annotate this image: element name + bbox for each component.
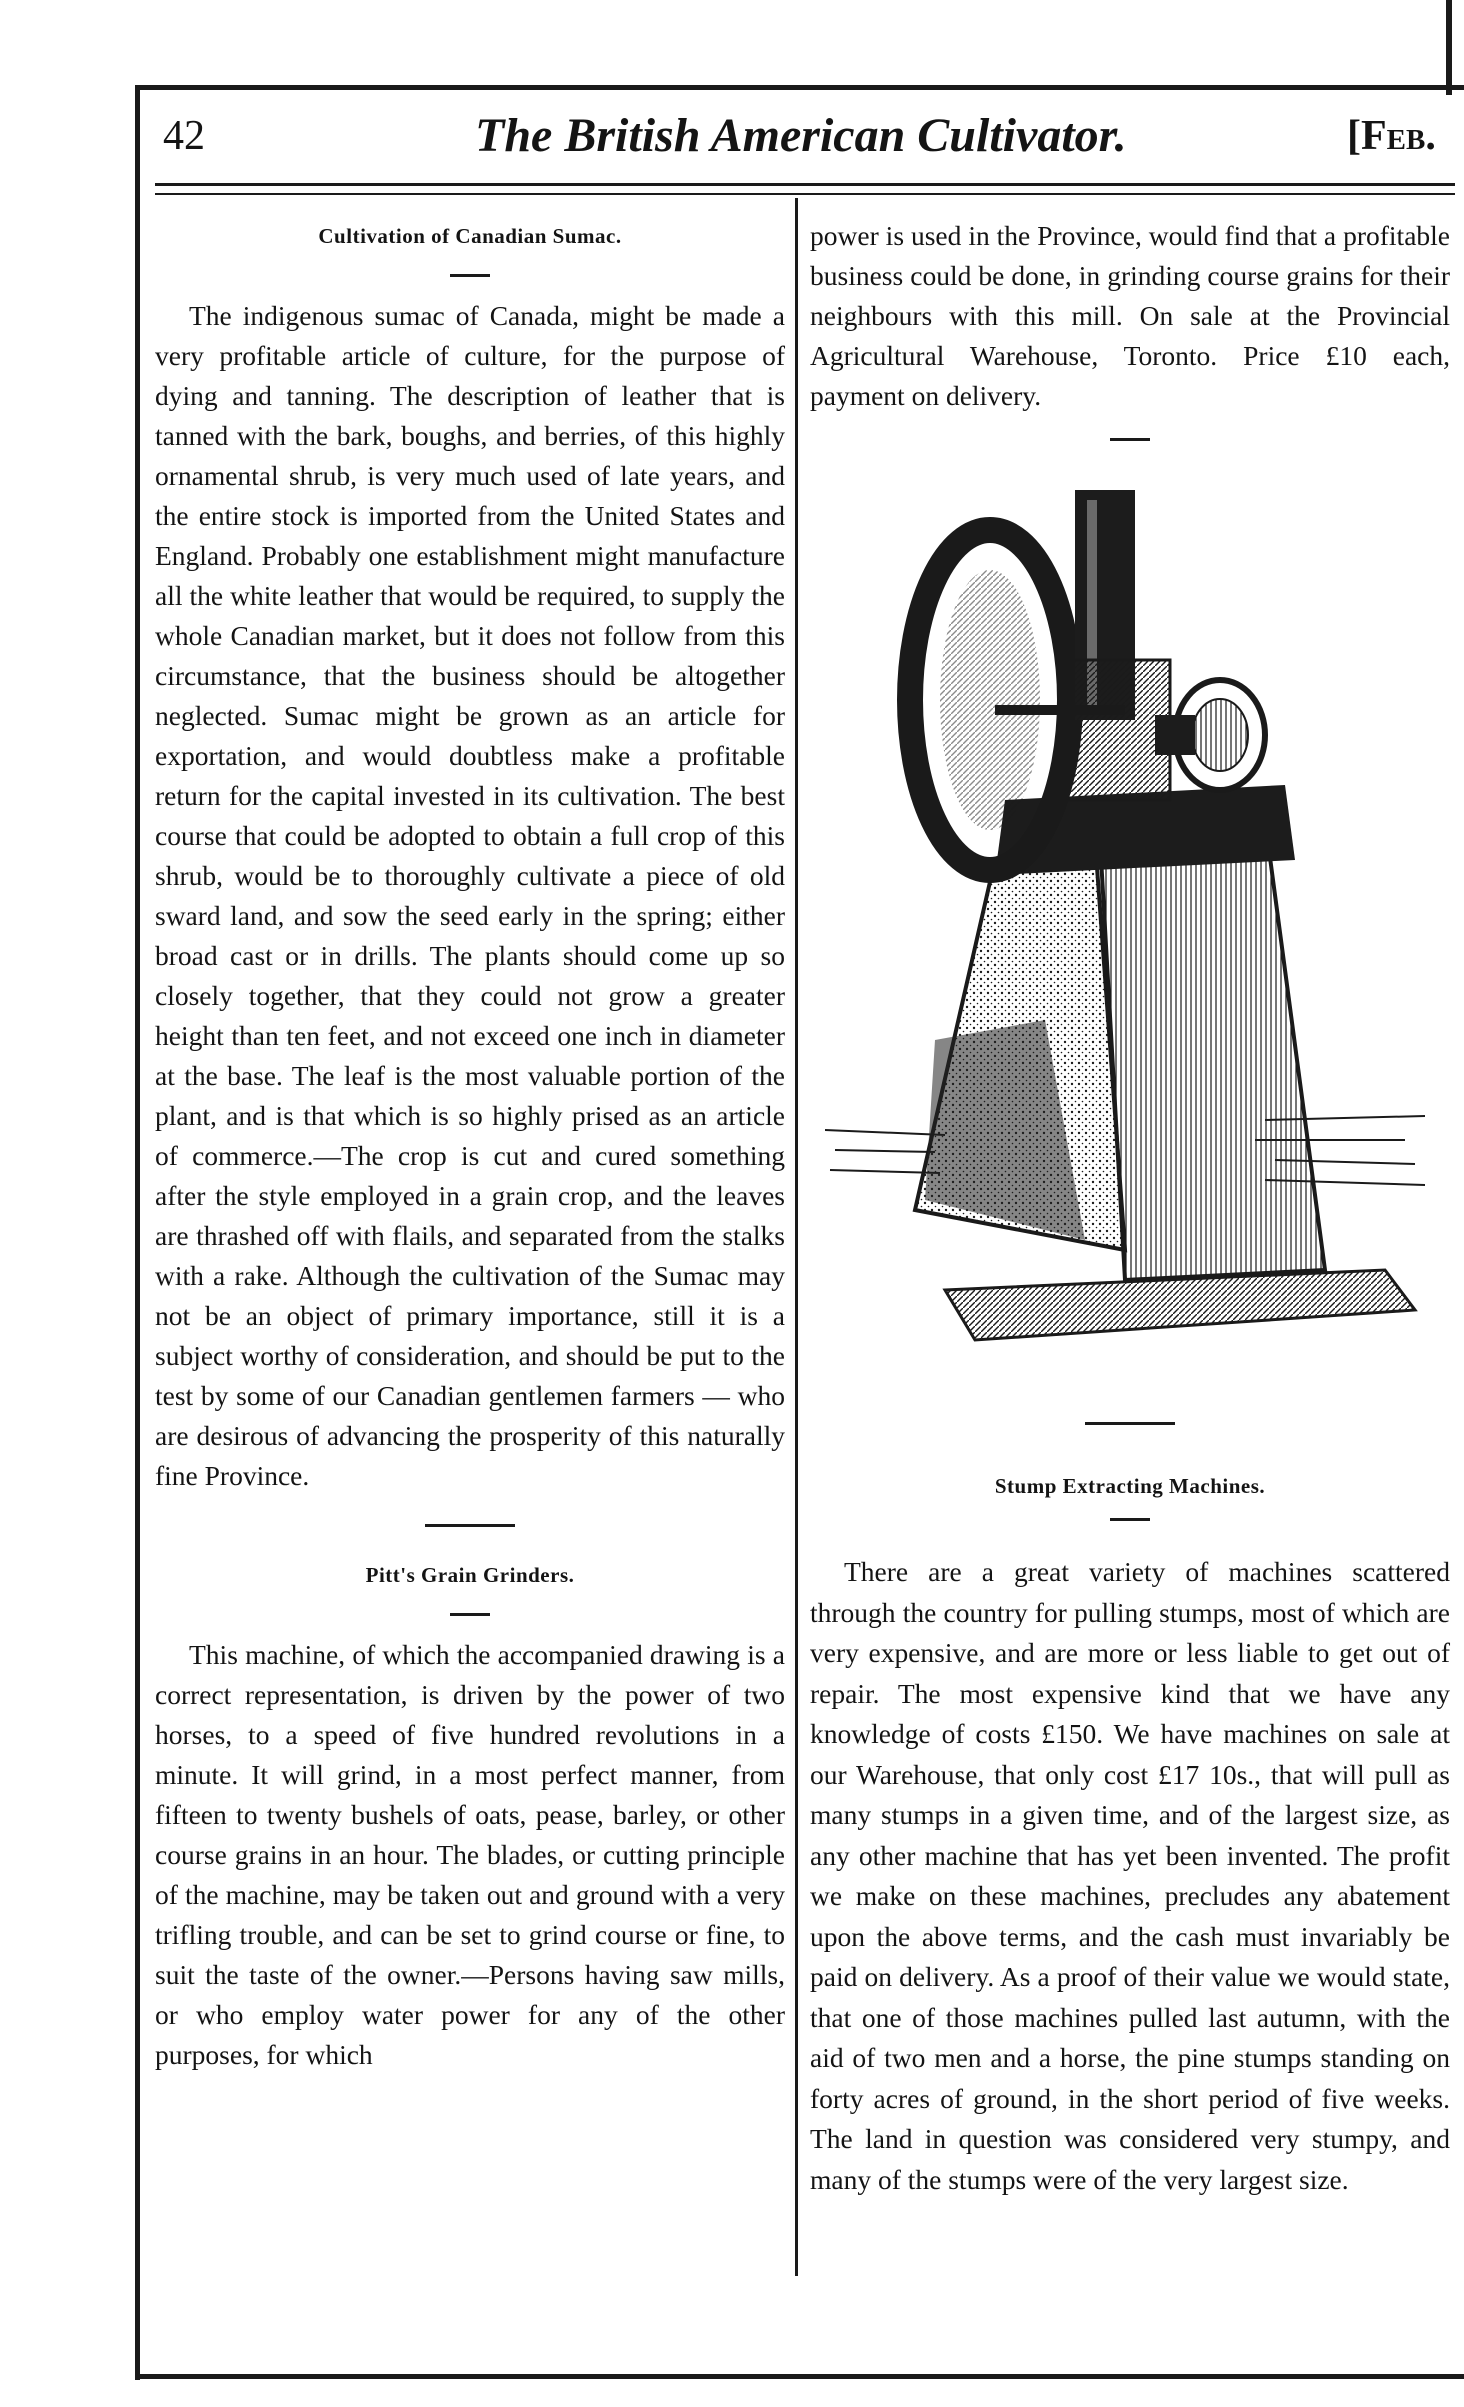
heading-dash bbox=[450, 274, 490, 277]
section-dash bbox=[1110, 438, 1150, 441]
page-header bbox=[155, 108, 1464, 168]
grain-grinder-illustration bbox=[825, 480, 1425, 1380]
page-border-top bbox=[135, 85, 1464, 90]
grain-grinder-engraving-icon bbox=[825, 480, 1425, 1380]
grinders-heading: Pitt's Grain Grinders. bbox=[365, 1563, 575, 1587]
stump-article-block bbox=[810, 1552, 1450, 2200]
adjacent-page-edge bbox=[1446, 0, 1452, 95]
issue-month: [Feb. bbox=[1347, 113, 1436, 159]
page-number: 42 bbox=[163, 113, 205, 159]
header-rule-thin bbox=[155, 193, 1455, 195]
page-border-bottom bbox=[135, 2374, 1464, 2379]
stump-article: There are a great variety of machines scattered through the country for pulling stumps, most of which are very expensive, and are more or less liable to get out of repair. The most expensive kind that we have any knowledge of costs £150. We have machines on sale at our Warehouse, that only cost £17 10s., that will pull as many stumps in a given time, and of the largest size, as any other machine that has yet been invented. The profit we make on these machines, precludes any abatement upon the above terms, and the cash must invariably be paid on delivery. As a proof of their value we would state, that one of those machines pulled last autumn, with the aid of two men and a horse, the pine stumps standing on forty acres of ground, in the short period of five weeks. The land in question was considered very stumpy, and many of the stumps were of the very largest size. bbox=[810, 1556, 1450, 2195]
grinders-continuation: power is used in the Province, would find that a profitable business could be done, in grinding course grains for their neighbours with this mill. On sale at the Provincial Agricultural Warehouse, Toronto. Price £10 each, payment on delivery. bbox=[810, 220, 1450, 411]
right-column bbox=[810, 216, 1450, 460]
left-column bbox=[155, 216, 785, 2075]
column-divider bbox=[795, 198, 798, 2276]
page-border-left bbox=[135, 85, 140, 2380]
section-separator bbox=[1085, 1422, 1175, 1425]
stump-heading: Stump Extracting Machines. bbox=[994, 1474, 1266, 1498]
heading-dash bbox=[450, 1613, 490, 1616]
grinders-article: This machine, of which the accompanied drawing is a correct representation, is driven by the power of two horses, to a speed of five hundred revolutions in a minute. It will grind, in a most perfect manner, from fifteen to twenty bushels of oats, pease, barley, or other course grains in an hour. The blades, or cutting principle of the machine, may be taken out and ground with a very trifling trouble, and can be set to grind course or fine, to suit the taste of the owner.—Persons having saw mills, or who employ water power for any of the other purposes, for which bbox=[155, 1639, 785, 2070]
section-separator bbox=[425, 1524, 515, 1527]
sumac-heading: Cultivation of Canadian Sumac. bbox=[318, 224, 622, 248]
heading-dash bbox=[1110, 1518, 1150, 1521]
stump-heading-block bbox=[810, 1430, 1450, 1521]
journal-title: The British American Cultivator. bbox=[475, 109, 1127, 162]
sumac-article: The indigenous sumac of Canada, might be made a very profitable article of culture, for the purpose of dying and tanning. The description of leather that is tanned with the bark, boughs, and berries, of this highly ornamental shrub, is very much used of late years, and the entire stock is imported from the United States and England. Probably one establishment might manufacture all the white leather that would be required, to supply the whole Canadian market, but it does not follow from this circumstance, that the business should be altogether neglected. Sumac might be grown as an article for exportation, and would doubtless make a profitable return for the capital invested in its cultivation. The best course that could be adopted to obtain a full crop of this shrub, would be to thoroughly cultivate a piece of old sward land, and sow the seed early in the spring; either broad cast or in drills. The plants should come up so closely together, that they could not grow a greater height than ten feet, and not exceed one inch in diameter at the base. The leaf is the most valuable portion of the plant, and is that which is so highly prised as an article of commerce.—The crop is cut and cured something after the style employed in a grain crop, and the leaves are thrashed off with flails, and separated from the stalks with a rake. Although the cultivation of the Sumac may not be an object of primary importance, still it is a subject worthy of consideration, and should be put to the test by some of our Canadian gentlemen farmers — who are desirous of advancing the prosperity of this naturally fine Province. bbox=[155, 300, 785, 1491]
header-rule-thick bbox=[155, 183, 1455, 186]
